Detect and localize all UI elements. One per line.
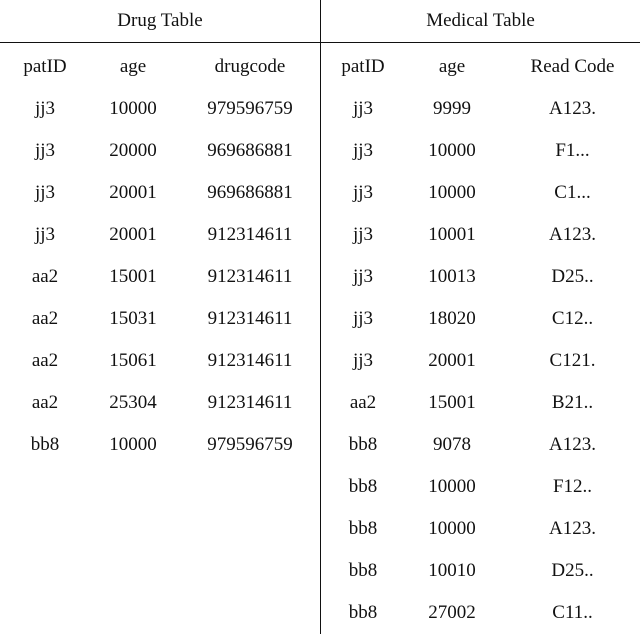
drug-cell-patid: aa2 [31, 350, 59, 371]
medical-cell-patid: aa2 [349, 392, 377, 413]
medical-col-header-read-code: Read Code [530, 56, 615, 77]
drug-cell-drugcode: 969686881 [207, 182, 293, 203]
medical-table-title: Medical Table [426, 10, 535, 31]
medical-cell-age: 10000 [428, 476, 476, 497]
drug-cell-drugcode: 969686881 [207, 140, 293, 161]
drug-cell-patid: jj3 [34, 140, 56, 161]
drug-cell-age: 20001 [109, 224, 157, 245]
medical-cell-age: 18020 [428, 308, 476, 329]
drug-cell-age: 15031 [109, 308, 157, 329]
drug-cell-age: 10000 [109, 434, 157, 455]
medical-cell-read-code: C12.. [551, 308, 594, 329]
drug-cell-drugcode: 912314611 [207, 392, 293, 413]
medical-cell-read-code: F12.. [552, 476, 593, 497]
medical-cell-patid: jj3 [352, 140, 374, 161]
medical-cell-patid: jj3 [352, 98, 374, 119]
medical-cell-age: 10001 [428, 224, 476, 245]
medical-cell-age: 15001 [428, 392, 476, 413]
medical-cell-patid: jj3 [352, 224, 374, 245]
medical-cell-age: 10013 [428, 266, 476, 287]
medical-cell-read-code: C11.. [552, 602, 593, 623]
drug-col-header-patid: patID [23, 56, 67, 77]
medical-cell-read-code: D25.. [551, 266, 594, 287]
medical-cell-read-code: B21.. [551, 392, 594, 413]
drug-cell-patid: jj3 [34, 224, 56, 245]
drug-cell-age: 25304 [109, 392, 157, 413]
medical-cell-read-code: F1... [555, 140, 590, 161]
medical-cell-patid: jj3 [352, 350, 374, 371]
medical-cell-age: 9999 [433, 98, 471, 119]
medical-cell-age: 10000 [428, 518, 476, 539]
drug-col-header-drugcode: drugcode [214, 56, 286, 77]
medical-cell-patid: bb8 [348, 434, 378, 455]
drug-cell-patid: jj3 [34, 182, 56, 203]
medical-cell-read-code: A123. [549, 434, 596, 455]
medical-col-header-age: age [438, 56, 466, 77]
medical-cell-age: 10000 [428, 182, 476, 203]
medical-cell-patid: jj3 [352, 308, 374, 329]
drug-cell-drugcode: 979596759 [207, 98, 293, 119]
drug-cell-patid: aa2 [31, 266, 59, 287]
drug-cell-drugcode: 979596759 [207, 434, 293, 455]
drug-cell-patid: aa2 [31, 392, 59, 413]
medical-cell-age: 20001 [428, 350, 476, 371]
medical-cell-patid: bb8 [348, 518, 378, 539]
medical-col-header-patid: patID [341, 56, 385, 77]
drug-col-header-age: age [119, 56, 147, 77]
medical-cell-read-code: A123. [549, 98, 596, 119]
medical-cell-patid: bb8 [348, 560, 378, 581]
medical-cell-age: 27002 [428, 602, 476, 623]
drug-cell-age: 20000 [109, 140, 157, 161]
drug-cell-age: 20001 [109, 182, 157, 203]
drug-cell-drugcode: 912314611 [207, 308, 293, 329]
medical-cell-read-code: D25.. [551, 560, 594, 581]
drug-cell-age: 15061 [109, 350, 157, 371]
medical-cell-age: 10010 [428, 560, 476, 581]
medical-cell-patid: jj3 [352, 182, 374, 203]
medical-cell-read-code: A123. [549, 224, 596, 245]
drug-cell-patid: jj3 [34, 98, 56, 119]
medical-cell-patid: jj3 [352, 266, 374, 287]
drug-cell-patid: bb8 [30, 434, 60, 455]
drug-cell-drugcode: 912314611 [207, 350, 293, 371]
drug-cell-age: 10000 [109, 98, 157, 119]
drug-table-title: Drug Table [117, 10, 203, 31]
drug-cell-patid: aa2 [31, 308, 59, 329]
medical-cell-patid: bb8 [348, 602, 378, 623]
drug-cell-drugcode: 912314611 [207, 224, 293, 245]
drug-cell-drugcode: 912314611 [207, 266, 293, 287]
medical-cell-read-code: C1... [554, 182, 591, 203]
medical-cell-age: 10000 [428, 140, 476, 161]
drug-cell-age: 15001 [109, 266, 157, 287]
medical-cell-age: 9078 [433, 434, 471, 455]
medical-cell-patid: bb8 [348, 476, 378, 497]
medical-cell-read-code: C121. [549, 350, 596, 371]
medical-cell-read-code: A123. [549, 518, 596, 539]
